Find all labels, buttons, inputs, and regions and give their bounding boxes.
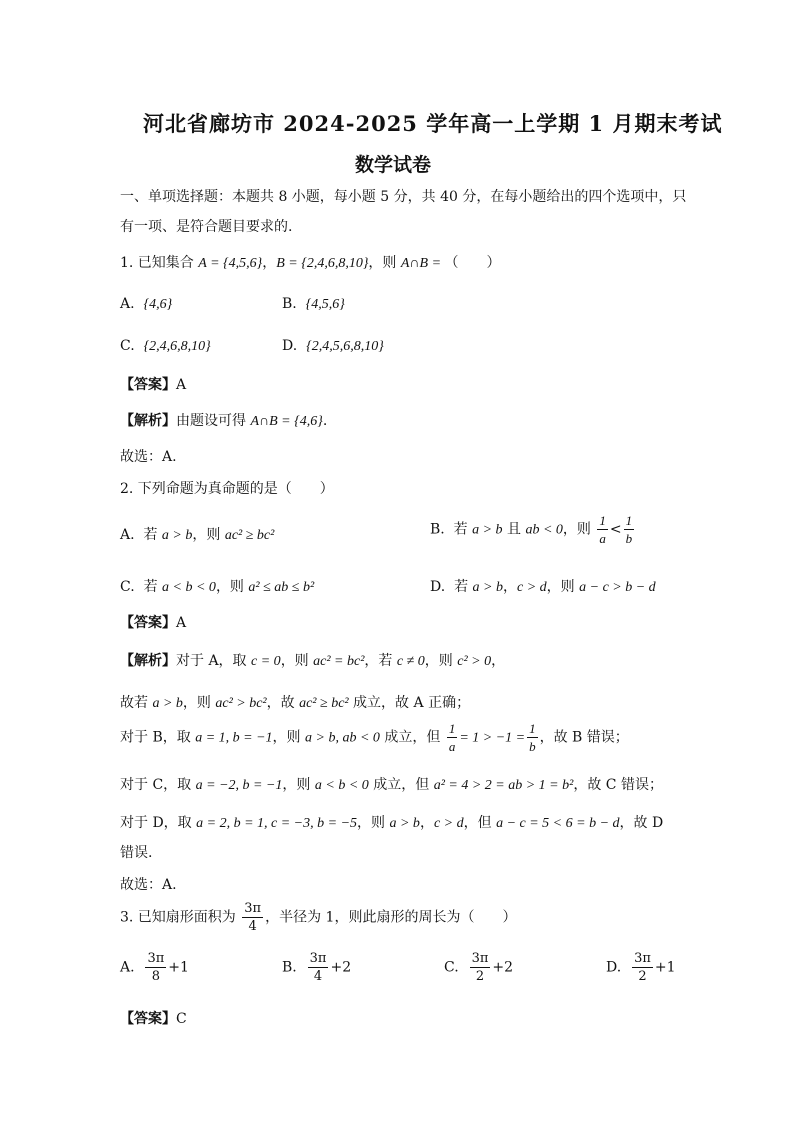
question-3-stem xyxy=(120,902,516,933)
math: c > d xyxy=(433,816,464,831)
text: ，故 C 错误； xyxy=(573,777,663,793)
q1-option-c-value: {2,4,6,8,10} xyxy=(143,339,211,354)
text: 成立，故 A 正确； xyxy=(348,695,471,711)
math: a² = 4 > 2 = ab > 1 = b² xyxy=(433,778,574,793)
math: +2 xyxy=(492,959,514,976)
q1-sep: ， xyxy=(262,255,277,271)
q2-answer xyxy=(120,612,186,632)
q1-option-a-label: A. xyxy=(120,296,135,312)
text: 故若 xyxy=(120,695,153,711)
fraction xyxy=(145,952,166,983)
q1-analysis xyxy=(120,410,327,430)
text: 3. 已知扇形面积为 xyxy=(120,909,241,926)
q2-option-b-text: 若 xyxy=(453,521,473,538)
q1-expression: A∩B = xyxy=(400,256,445,271)
q2-option-c xyxy=(120,576,314,596)
frac-denominator: b xyxy=(529,739,536,754)
q3-option-c-label: C. xyxy=(444,959,459,976)
page-title: 河北省廊坊市 2024-2025 学年高一上学期 1 月期末考试 xyxy=(143,111,723,136)
q2-analysis-line-5 xyxy=(120,812,663,832)
text: ，则 xyxy=(424,653,458,669)
frac-numerator: 1 xyxy=(625,513,633,528)
q2-analysis-label: 【解析】 xyxy=(120,653,176,669)
page-subtitle: 数学试卷 xyxy=(355,154,432,176)
q2-option-d-text-2: ， xyxy=(503,579,517,595)
q1-analysis-text: 由题设可得 xyxy=(176,413,251,429)
text: ，则 xyxy=(182,695,216,711)
q2-option-a-text: 若 xyxy=(143,527,162,543)
text: ， xyxy=(419,815,434,831)
text: 对于 C，取 xyxy=(120,777,196,793)
fraction xyxy=(470,952,491,983)
q1-analysis-expr: A∩B = {4,6} xyxy=(250,414,323,429)
q3-answer-value: C xyxy=(176,1011,187,1027)
section-instructions-line2: 有一项、是符合题目要求的. xyxy=(120,219,293,235)
q2-choose: 故选：A. xyxy=(120,877,177,893)
q1-set-a: A = {4,5,6} xyxy=(198,256,263,271)
frac-denominator: a xyxy=(448,739,456,754)
text: ，则 xyxy=(357,815,390,831)
q1-paren: （ ） xyxy=(444,255,501,271)
math: ac² > bc² xyxy=(215,696,267,711)
q3-answer xyxy=(120,1008,187,1028)
q2-option-b xyxy=(430,514,636,545)
q2-analysis-line-1 xyxy=(120,650,505,670)
q2-option-c-cond: a < b < 0 xyxy=(162,580,216,595)
frac-denominator: 2 xyxy=(475,969,485,984)
question-2-stem: 2. 下列命题为真命题的是（ ） xyxy=(120,481,334,497)
q2-option-d xyxy=(430,576,656,596)
q2-answer-value: A xyxy=(176,615,187,631)
math: a > b xyxy=(389,816,420,831)
q3-option-d xyxy=(606,952,676,983)
q3-option-c xyxy=(444,952,513,983)
fraction xyxy=(308,952,329,983)
q1-option-b xyxy=(282,296,345,313)
q1-answer-value: A xyxy=(176,377,187,393)
q1-answer xyxy=(120,374,186,394)
text: ，但 xyxy=(463,815,497,831)
q2-option-c-label: C. xyxy=(120,579,135,595)
fraction xyxy=(242,902,263,933)
q2-option-a-text-2: ，则 xyxy=(192,527,225,543)
q3-option-b xyxy=(282,952,351,983)
q2-option-d-text-3: ，则 xyxy=(546,579,580,595)
math: a < b < 0 xyxy=(314,778,369,793)
frac-numerator: 1 xyxy=(448,721,456,736)
frac-numerator: 3π xyxy=(244,901,262,916)
q2-option-d-cond-2: c > d xyxy=(517,580,547,595)
text: ，故 D xyxy=(619,815,664,831)
q2-analysis-line-6: 错误. xyxy=(120,845,153,861)
text: ，半径为 1，则此扇形的周长为（ ） xyxy=(265,909,517,926)
text: ，则 xyxy=(280,653,314,669)
q1-stem-text-2: ，则 xyxy=(368,255,401,271)
text: ，则 xyxy=(272,729,305,746)
q1-option-a xyxy=(120,296,172,313)
q1-analysis-end: . xyxy=(322,413,328,429)
text: ， xyxy=(491,653,506,669)
frac-denominator: b xyxy=(625,531,633,546)
q1-option-d xyxy=(282,338,384,355)
q3-option-a-label: A. xyxy=(120,959,135,976)
math: a − c = 5 < 6 = b − d xyxy=(496,816,620,831)
frac-denominator: 4 xyxy=(248,919,257,934)
q1-option-d-value: {2,4,5,6,8,10} xyxy=(306,339,384,354)
q1-stem-text: 1. 已知集合 xyxy=(120,255,199,271)
text: ，则 xyxy=(282,777,315,793)
q2-analysis-line-2 xyxy=(120,692,470,712)
q2-option-d-label: D. xyxy=(430,579,446,595)
question-1-stem xyxy=(120,252,501,272)
q2-option-a-cond: a > b xyxy=(161,528,193,543)
q2-option-b-frac-1 xyxy=(597,514,608,545)
math: c = 0 xyxy=(251,654,281,669)
q2-option-b-cond-2: ab < 0 xyxy=(525,522,563,538)
text: ，故 xyxy=(266,695,300,711)
frac-numerator: 1 xyxy=(529,721,536,736)
q2-option-c-concl: a² ≤ ab ≤ b² xyxy=(248,580,315,595)
q1-choose: 故选：A. xyxy=(120,449,177,465)
math: a > b xyxy=(152,696,183,711)
frac-numerator: 3π xyxy=(634,951,651,966)
frac-denominator: a xyxy=(599,531,606,546)
q1-option-c xyxy=(120,338,211,355)
q2-option-b-lt: < xyxy=(609,521,622,538)
q2-option-c-text: 若 xyxy=(143,579,163,595)
math: ac² ≥ bc² xyxy=(299,696,349,711)
q2-option-d-text: 若 xyxy=(454,579,473,595)
q2-option-b-frac-2 xyxy=(624,514,635,545)
frac-numerator: 3π xyxy=(309,951,327,966)
q2-option-b-label: B. xyxy=(430,521,445,538)
text: 对于 D，取 xyxy=(120,815,197,831)
fraction xyxy=(527,722,538,753)
math: c² > 0 xyxy=(457,654,492,669)
math: c ≠ 0 xyxy=(396,654,425,669)
q2-option-c-text-2: ，则 xyxy=(215,579,249,595)
q2-option-a xyxy=(120,524,274,544)
text: 对于 B，取 xyxy=(120,729,196,746)
math: +2 xyxy=(330,959,352,976)
q2-analysis-line-4 xyxy=(120,774,663,794)
q2-option-a-label: A. xyxy=(120,527,135,543)
section-instructions-line1: 一、单项选择题：本题共 8 小题，每小题 5 分，共 40 分，在每小题给出的四个选项中，只 xyxy=(120,189,687,205)
math: a = −2, b = −1 xyxy=(195,778,283,793)
text: ，故 B 错误； xyxy=(539,729,629,746)
math: +1 xyxy=(654,959,676,976)
q1-option-b-label: B. xyxy=(282,296,297,312)
q3-option-b-label: B. xyxy=(282,959,297,976)
math: a = 2, b = 1, c = −3, b = −5 xyxy=(196,816,358,831)
q3-option-a xyxy=(120,952,189,983)
q2-option-b-text-2: 且 xyxy=(502,521,526,538)
q1-analysis-label: 【解析】 xyxy=(120,413,176,429)
q1-option-c-label: C. xyxy=(120,338,135,354)
math: a = 1, b = −1 xyxy=(195,730,273,746)
q2-option-b-text-3: ，则 xyxy=(562,521,596,538)
q2-option-a-concl: ac² ≥ bc² xyxy=(224,528,275,543)
frac-numerator: 1 xyxy=(599,513,606,528)
math: +1 xyxy=(168,959,189,976)
q1-set-b: B = {2,4,6,8,10} xyxy=(276,256,369,271)
frac-numerator: 3π xyxy=(147,951,165,966)
frac-denominator: 4 xyxy=(313,969,323,984)
q2-answer-label: 【答案】 xyxy=(120,615,176,631)
q1-option-b-value: {4,5,6} xyxy=(305,297,345,312)
math: ac² = bc² xyxy=(313,654,365,669)
q2-option-b-cond-1: a > b xyxy=(472,522,503,538)
q1-option-a-value: {4,6} xyxy=(143,297,173,312)
math: a > b, ab < 0 xyxy=(305,730,380,746)
q3-answer-label: 【答案】 xyxy=(120,1011,176,1027)
frac-denominator: 2 xyxy=(638,969,647,984)
q1-answer-label: 【答案】 xyxy=(120,377,176,393)
fraction xyxy=(632,952,653,983)
text: ，若 xyxy=(364,653,397,669)
q3-option-d-label: D. xyxy=(606,959,622,976)
frac-numerator: 3π xyxy=(471,951,489,966)
frac-denominator: 8 xyxy=(151,969,161,984)
text: 成立，但 xyxy=(368,777,434,793)
fraction xyxy=(447,722,458,753)
q2-option-d-concl: a − c > b − d xyxy=(579,580,656,595)
q1-option-d-label: D. xyxy=(282,338,298,354)
q2-analysis-line-3 xyxy=(120,722,629,753)
math: = 1 > −1 = xyxy=(459,730,526,746)
text: 成立，但 xyxy=(379,729,445,746)
q2-option-d-cond-1: a > b xyxy=(472,580,503,595)
text: 对于 A，取 xyxy=(176,653,252,669)
